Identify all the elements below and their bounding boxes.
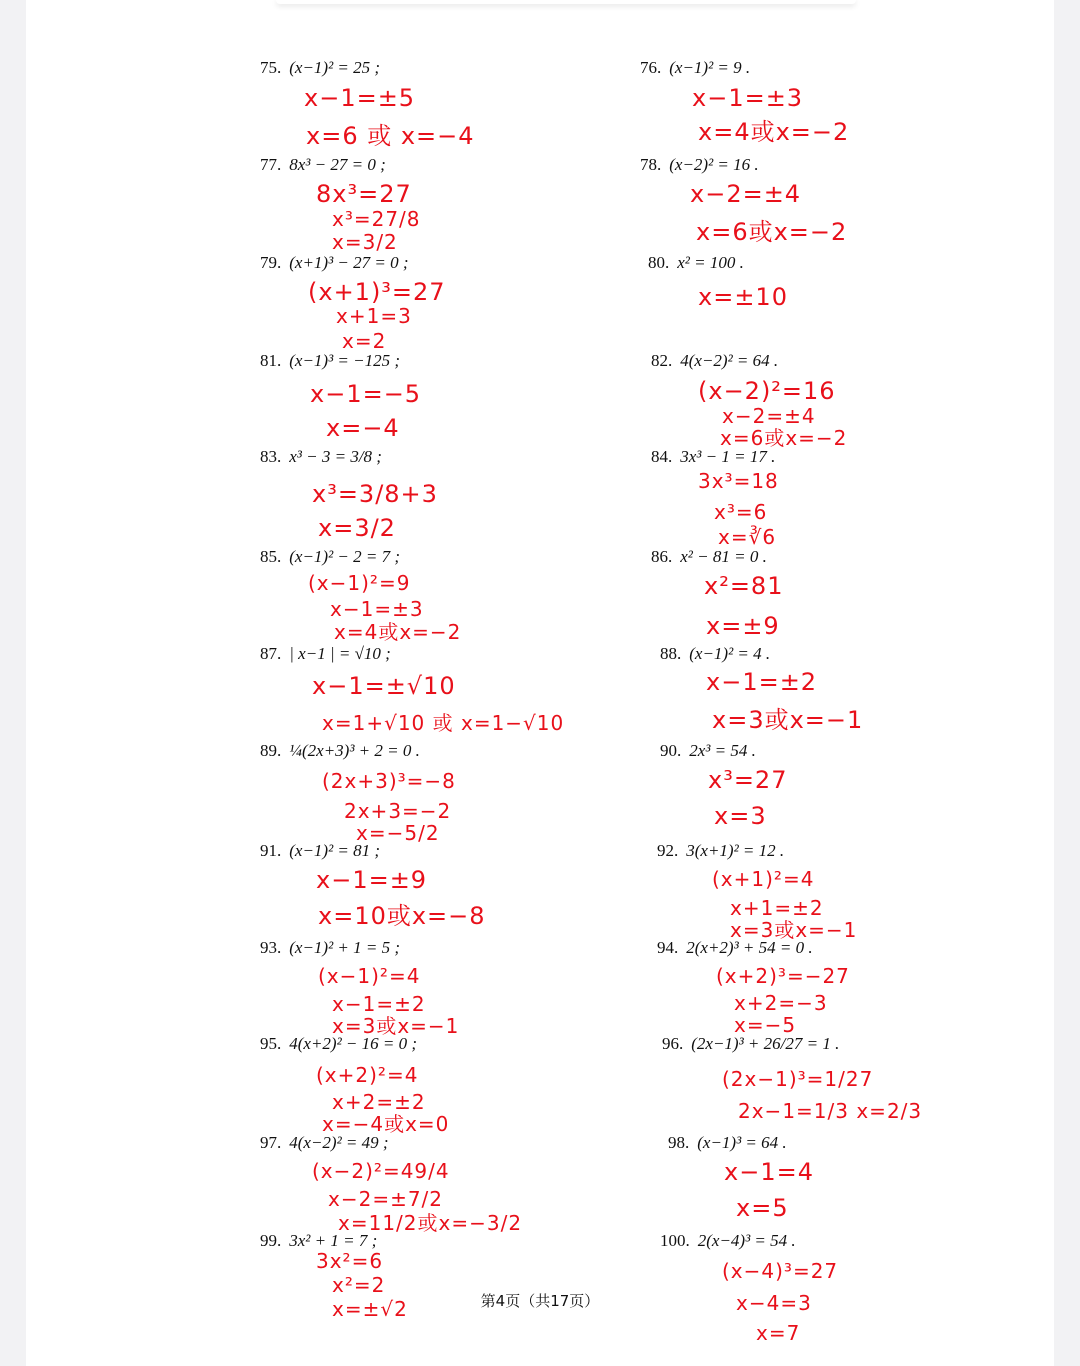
- problem-98: 98. (x−1)³ = 64 .: [668, 1133, 787, 1152]
- work-84-line2: x³=6: [714, 500, 768, 524]
- work-79-line2: x+1=3: [336, 304, 412, 328]
- work-77-line1: 8x³=27: [316, 180, 412, 208]
- problem-78: 78. (x−2)² = 16 .: [640, 155, 759, 174]
- problem-95: 95. 4(x+2)² − 16 = 0 ;: [260, 1034, 418, 1053]
- work-92-line2: x+1=±2: [730, 896, 824, 920]
- work-78-line2: x=6或x=−2: [696, 218, 848, 246]
- problem-86: 86. x² − 81 = 0 .: [651, 547, 767, 566]
- work-89-line2: 2x+3=−2: [344, 799, 452, 823]
- work-85-line2: x−1=±3: [330, 597, 424, 621]
- work-84-line3: x=∛6: [718, 525, 777, 549]
- work-76-line1: x−1=±3: [692, 84, 804, 112]
- work-88-line1: x−1=±2: [706, 668, 818, 696]
- problem-75: 75. (x−1)² = 25 ;: [260, 58, 381, 77]
- work-84-line1: 3x³=18: [698, 469, 779, 493]
- work-87-line1: x−1=±√10: [312, 672, 456, 700]
- work-91-line2: x=10或x=−8: [318, 902, 486, 930]
- work-95-line3: x=−4或x=0: [322, 1112, 450, 1136]
- work-82-line2: x−2=±4: [722, 404, 816, 428]
- work-97-line1: (x−2)²=49/4: [312, 1159, 450, 1183]
- work-92-line1: (x+1)²=4: [712, 867, 815, 891]
- problem-93: 93. (x−1)² + 1 = 5 ;: [260, 938, 401, 957]
- work-94-line3: x=−5: [734, 1013, 797, 1037]
- work-87-line2: x=1+√10 或 x=1−√10: [322, 711, 565, 735]
- page-footer: 第4页（共17页）: [480, 1292, 600, 1310]
- work-81-line2: x=−4: [326, 414, 400, 442]
- work-82-line3: x=6或x=−2: [720, 426, 848, 450]
- problem-80: 80. x² = 100 .: [648, 253, 744, 272]
- work-99-line2: x²=2: [332, 1273, 386, 1297]
- work-77-line3: x=3/2: [332, 230, 398, 254]
- work-79-line1: (x+1)³=27: [308, 278, 446, 306]
- work-100-line1: (x−4)³=27: [722, 1259, 839, 1283]
- work-80-line1: x=±10: [698, 283, 788, 311]
- work-79-line3: x=2: [342, 329, 387, 353]
- problem-83: 83. x³ − 3 = 3/8 ;: [260, 447, 382, 466]
- work-86-line2: x=±9: [706, 612, 780, 640]
- document-page: [26, 0, 1054, 1366]
- problem-91: 91. (x−1)² = 81 ;: [260, 841, 381, 860]
- problem-82: 82. 4(x−2)² = 64 .: [651, 351, 779, 370]
- problem-76: 76. (x−1)² = 9 .: [640, 58, 751, 77]
- work-96-line1: (2x−1)³=1/27: [722, 1067, 874, 1091]
- work-99-line3: x=±√2: [332, 1297, 408, 1321]
- problem-81: 81. (x−1)³ = −125 ;: [260, 351, 401, 370]
- work-76-line2: x=4或x=−2: [698, 118, 850, 146]
- work-90-line1: x³=27: [708, 766, 788, 794]
- problem-85: 85. (x−1)² − 2 = 7 ;: [260, 547, 401, 566]
- work-90-line2: x=3: [714, 802, 767, 830]
- work-86-line1: x²=81: [704, 572, 784, 600]
- work-95-line1: (x+2)²=4: [316, 1063, 419, 1087]
- problem-94: 94. 2(x+2)³ + 54 = 0 .: [657, 938, 813, 957]
- problem-87: 87. | x−1 | = √10 ;: [260, 644, 391, 663]
- work-77-line2: x³=27/8: [332, 207, 421, 231]
- problem-96: 96. (2x−1)³ + 26/27 = 1 .: [662, 1034, 840, 1053]
- work-98-line2: x=5: [736, 1194, 789, 1222]
- work-99-line1: 3x²=6: [316, 1249, 384, 1273]
- work-83-line1: x³=3/8+3: [312, 480, 438, 508]
- work-100-line3: x=7: [756, 1321, 801, 1345]
- work-94-line1: (x+2)³=−27: [716, 964, 850, 988]
- problem-84: 84. 3x³ − 1 = 17 .: [651, 447, 776, 466]
- work-97-line3: x=11/2或x=−3/2: [338, 1211, 523, 1235]
- work-93-line3: x=3或x=−1: [332, 1014, 460, 1038]
- work-75-line2: x=6 或 x=−4: [306, 122, 475, 150]
- work-82-line1: (x−2)²=16: [698, 377, 836, 405]
- problem-100: 100. 2(x−4)³ = 54 .: [660, 1231, 796, 1250]
- problem-97: 97. 4(x−2)² = 49 ;: [260, 1133, 389, 1152]
- problem-79: 79. (x+1)³ − 27 = 0 ;: [260, 253, 409, 272]
- problem-90: 90. 2x³ = 54 .: [660, 741, 756, 760]
- work-93-line2: x−1=±2: [332, 992, 426, 1016]
- work-89-line3: x=−5/2: [356, 821, 440, 845]
- work-95-line2: x+2=±2: [332, 1090, 426, 1114]
- work-78-line1: x−2=±4: [690, 180, 802, 208]
- work-85-line3: x=4或x=−2: [334, 620, 462, 644]
- work-100-line2: x−4=3: [736, 1291, 812, 1315]
- work-88-line2: x=3或x=−1: [712, 706, 864, 734]
- work-97-line2: x−2=±7/2: [328, 1187, 444, 1211]
- work-92-line3: x=3或x=−1: [730, 918, 858, 942]
- problem-89: 89. ¼(2x+3)³ + 2 = 0 .: [260, 741, 420, 760]
- work-89-line1: (2x+3)³=−8: [322, 769, 456, 793]
- viewer-top-bar: [276, 0, 856, 4]
- problem-92: 92. 3(x+1)² = 12 .: [657, 841, 785, 860]
- work-96-line2: 2x−1=1/3 x=2/3: [738, 1099, 923, 1123]
- work-81-line1: x−1=−5: [310, 380, 422, 408]
- work-91-line1: x−1=±9: [316, 866, 428, 894]
- problem-99: 99. 3x² + 1 = 7 ;: [260, 1231, 378, 1250]
- work-93-line1: (x−1)²=4: [318, 964, 421, 988]
- work-75-line1: x−1=±5: [304, 84, 416, 112]
- work-98-line1: x−1=4: [724, 1158, 814, 1186]
- work-83-line2: x=3/2: [318, 514, 396, 542]
- problem-77: 77. 8x³ − 27 = 0 ;: [260, 155, 386, 174]
- work-94-line2: x+2=−3: [734, 991, 828, 1015]
- work-85-line1: (x−1)²=9: [308, 571, 411, 595]
- problem-88: 88. (x−1)² = 4 .: [660, 644, 771, 663]
